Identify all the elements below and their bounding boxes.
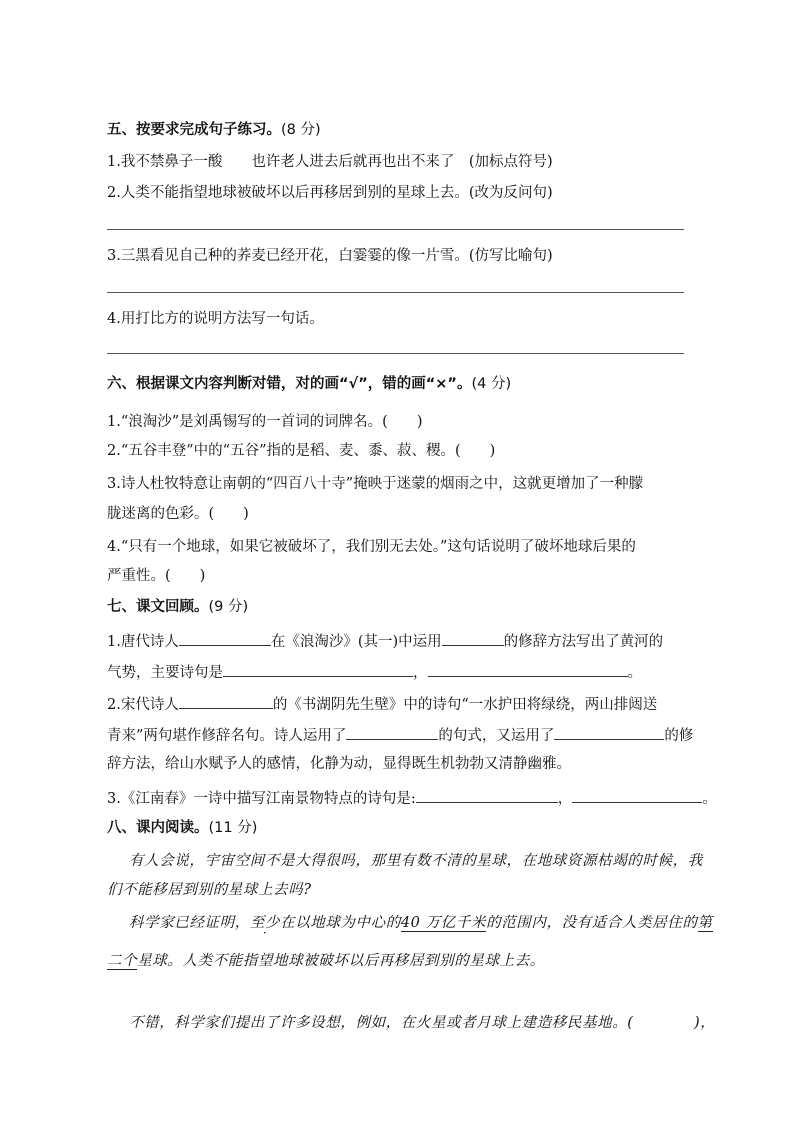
- reading-paragraph-2-line-1: [129, 913, 793, 933]
- text: 气势，主要诗句是: [107, 665, 223, 681]
- underlined-text: 二个: [107, 953, 138, 969]
- fill-blank[interactable]: [179, 629, 271, 646]
- text: 的修辞方法写出了黄河的: [503, 634, 664, 650]
- underlined-text: 第: [697, 915, 713, 931]
- section-8-heading: [107, 818, 793, 838]
- section-7-points: (9 分): [208, 599, 249, 615]
- text: 的范围内，没有适合人类居住的: [486, 915, 698, 931]
- text: 星球。人类不能指望地球被破坏以后再移居到别的星球上去。: [137, 953, 545, 969]
- sec7-question-2-line-2: [107, 723, 793, 746]
- section-7-heading: [107, 597, 793, 617]
- fill-blank[interactable]: [442, 629, 504, 646]
- text: 。: [702, 791, 717, 807]
- sec7-question-1-line-1: [107, 629, 793, 652]
- answer-line[interactable]: [107, 353, 684, 354]
- reading-paragraph-1-line-1: 有人会说，宇宙空间不是大得很吗，那里有数不清的星球，在地球资源枯竭的时候，我: [129, 853, 703, 869]
- sec7-question-2-line-1: [107, 692, 793, 715]
- sec5-question-2: 2.人类不能指望地球被破坏以后再移居到别的星球上去。(改为反问句): [107, 185, 553, 201]
- sec5-question-4: 4.用打比方的说明方法写一句话。: [107, 311, 324, 327]
- answer-line[interactable]: [107, 292, 684, 293]
- section-8-points: (11 分): [208, 820, 258, 836]
- sec6-question-3-line-1: 3.诗人杜牧特意让南朝的“四百八十寺”掩映于迷蒙的烟雨之中，这就更增加了一种朦: [107, 476, 644, 492]
- fill-blank[interactable]: [223, 660, 413, 677]
- reading-paragraph-2-line-2: [107, 951, 793, 971]
- text: 。: [627, 665, 642, 681]
- sec7-question-3: [107, 786, 793, 809]
- fill-blank[interactable]: [346, 723, 438, 740]
- text: 在《浪淘沙》(其一)中运用: [270, 634, 442, 650]
- sec5-question-3: 3.三黑看见自己种的荞麦已经开花，白霎霎的像一片雪。(仿写比喻句): [107, 248, 553, 264]
- sec6-question-3-line-2: 胧迷离的色彩。( ): [107, 506, 249, 522]
- sec7-question-2-line-3: 辞方法，给山水赋予人的感情，化静为动，显得既生机勃勃又清静幽雅。: [107, 756, 571, 772]
- fill-blank[interactable]: [572, 786, 702, 803]
- section-6-heading: [107, 374, 793, 394]
- fill-blank[interactable]: [554, 723, 664, 740]
- sec6-question-4-line-2: 严重性。( ): [107, 568, 206, 584]
- text: 的《书湖阴先生壁》中的诗句“一水护田将绿绕，两山排闼送: [272, 697, 658, 713]
- section-6-title: 六、根据课文内容判断对错，对的画“√”，错的画“×”。: [107, 376, 472, 392]
- sec5-question-1: 1.我不禁鼻子一酸 也许老人进去后就再也出不来了 (加标点符号): [107, 154, 553, 170]
- emphasis-dots: 至少: [249, 915, 281, 931]
- underlined-text: 40 万亿千米: [400, 915, 487, 931]
- section-7-title: 七、课文回顾。: [107, 599, 209, 615]
- section-5-title: 五、按要求完成句子练习。: [107, 122, 281, 138]
- reading-paragraph-1-line-2: 们不能移居到别的星球上去吗?: [107, 882, 312, 898]
- text: ，: [413, 665, 428, 681]
- section-6-points: (4 分): [471, 376, 512, 392]
- text: 1.唐代诗人: [107, 634, 179, 650]
- fill-blank[interactable]: [428, 660, 628, 677]
- text: 在以地球为中心的: [280, 915, 401, 931]
- section-5-points: (8 分): [281, 122, 321, 138]
- fill-blank[interactable]: [179, 692, 273, 709]
- text: 的句式，又运用了: [438, 728, 555, 744]
- text: ，: [557, 791, 573, 807]
- section-5-heading: [107, 120, 793, 140]
- reading-paragraph-3: 不错，科学家们提出了许多设想，例如，在火星或者月球上建造移民基地。( )，: [129, 1015, 716, 1031]
- text: 的修: [664, 728, 694, 744]
- sec6-question-4-line-1: 4.“只有一个地球，如果它被破坏了，我们别无去处。”这句话说明了破坏地球后果的: [107, 539, 636, 555]
- text: 青来”两句堪作修辞名句。诗人运用了: [107, 728, 347, 744]
- section-8-title: 八、课内阅读。: [107, 820, 209, 836]
- answer-line[interactable]: [107, 229, 684, 230]
- fill-blank[interactable]: [416, 786, 558, 803]
- sec7-question-1-line-2: [107, 660, 793, 683]
- sec6-question-1: 1.“浪淘沙”是刘禹锡写的一首词的词牌名。( ): [107, 414, 423, 430]
- text: 3.《江南春》一诗中描写江南景物特点的诗句是:: [107, 791, 416, 807]
- text: 2.宋代诗人: [107, 697, 179, 713]
- sec6-question-2: 2.“五谷丰登”中的“五谷”指的是稻、麦、黍、菽、稷。( ): [107, 443, 496, 459]
- text: 科学家已经证明，: [129, 915, 250, 931]
